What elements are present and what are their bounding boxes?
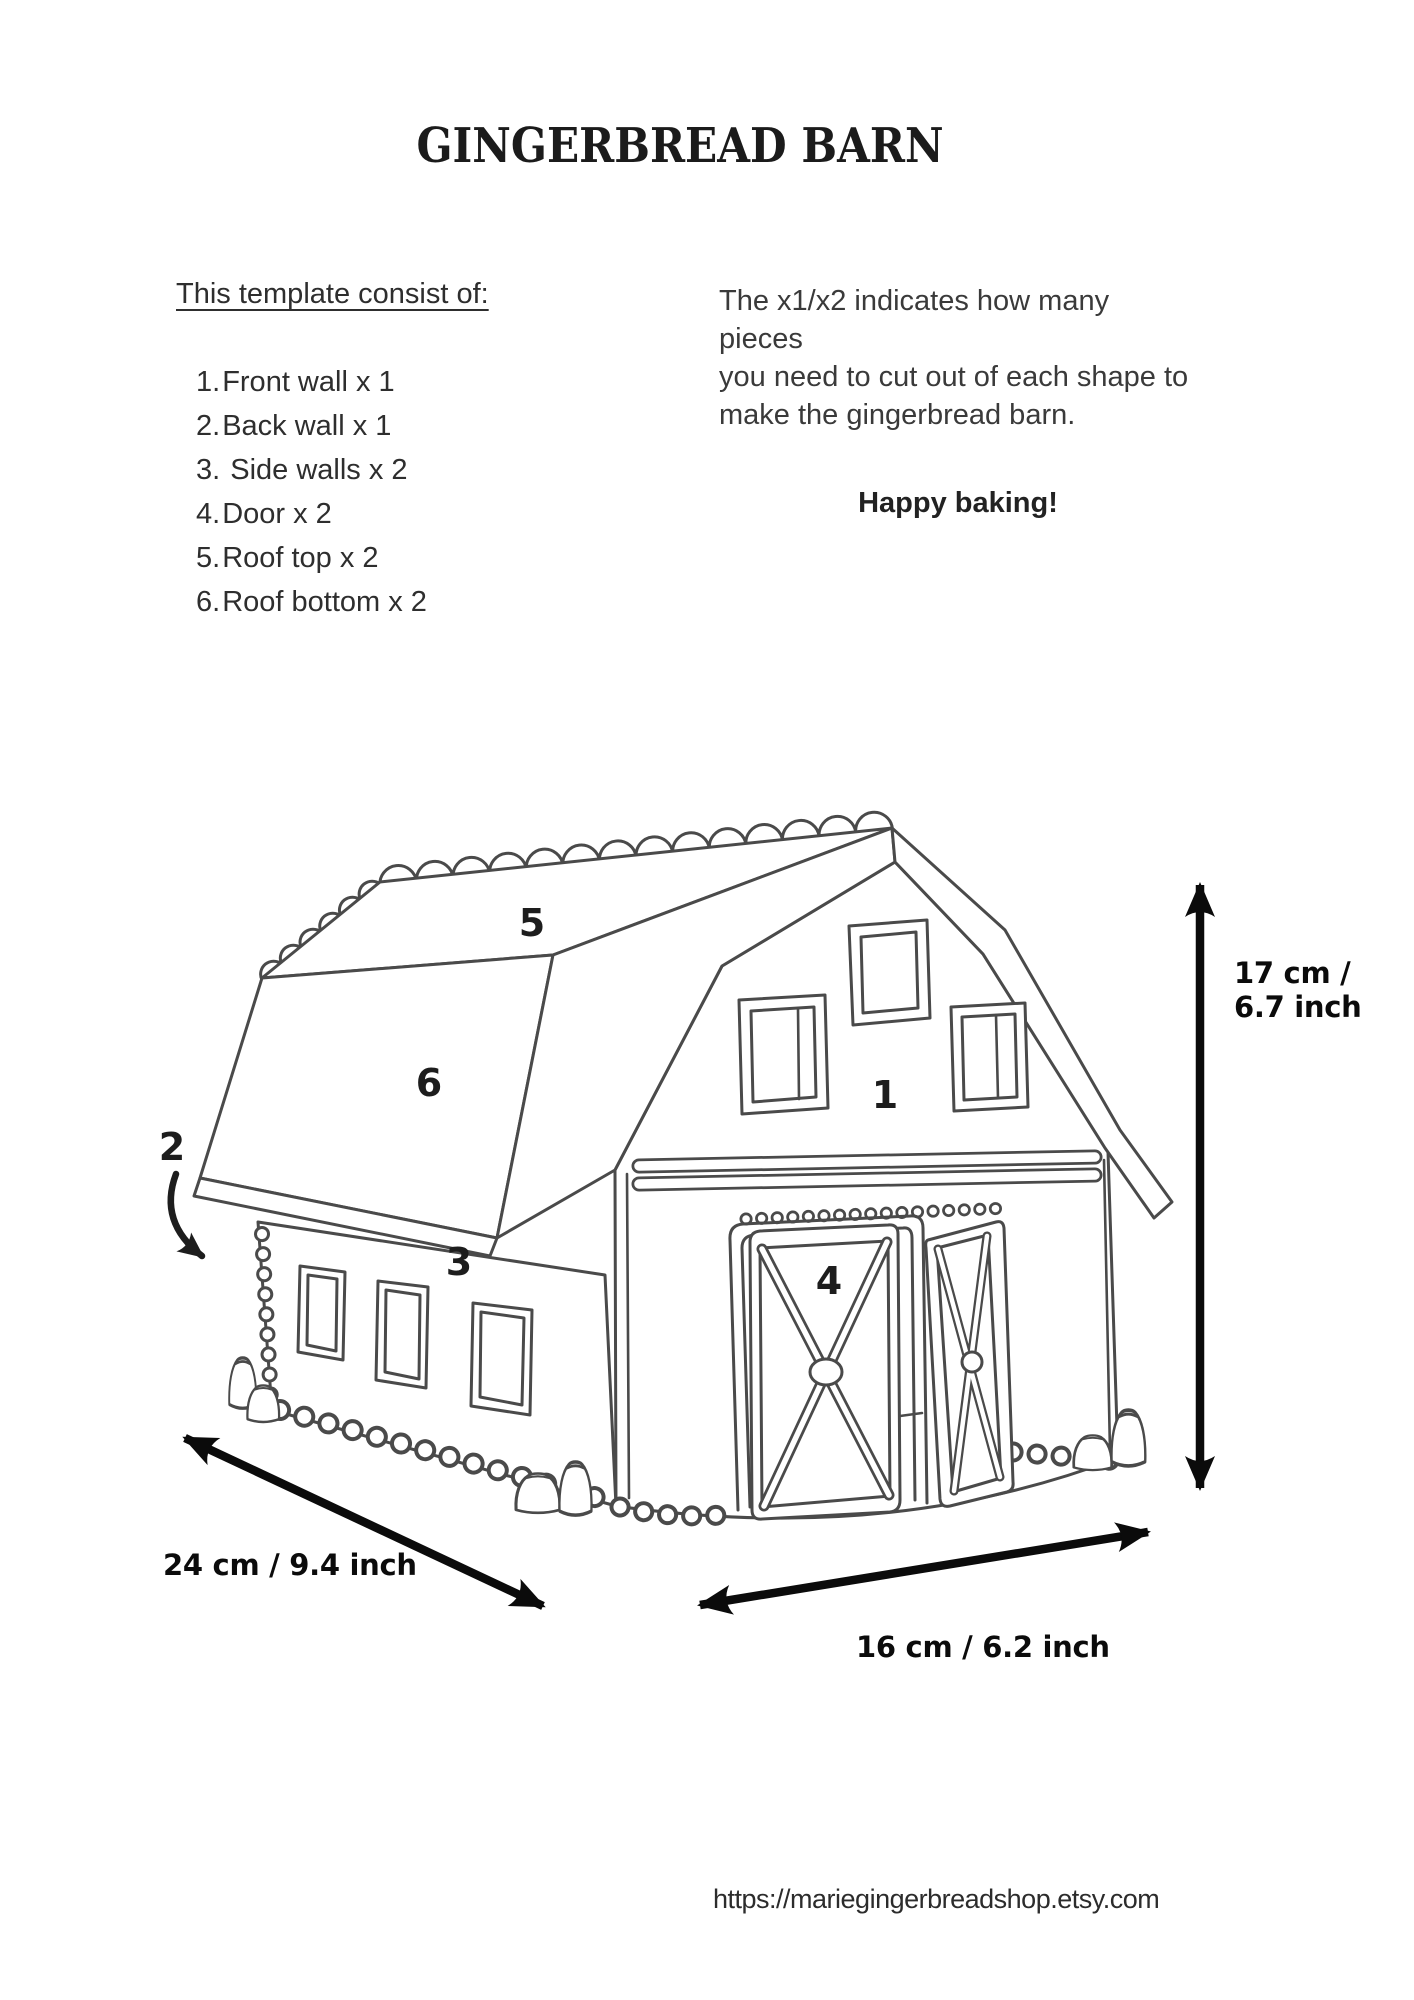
list-item xyxy=(196,360,427,404)
list-item-label: Back wall x 1 xyxy=(222,409,392,442)
front-width-arrow xyxy=(700,1532,1148,1605)
list-item-label: Roof bottom x 2 xyxy=(222,585,427,618)
list-item-label: Roof top x 2 xyxy=(222,541,379,574)
list-item xyxy=(196,536,427,580)
instructions-line: make the gingerbread barn. xyxy=(719,399,1076,431)
instructions-line: you need to cut out of each shape to xyxy=(719,361,1189,393)
part-label-door: 4 xyxy=(815,1259,843,1303)
template-list-heading: This template consist of: xyxy=(176,278,489,310)
height-label-line1: 17 cm / xyxy=(1234,956,1351,990)
list-item-number: 3. xyxy=(196,453,221,486)
part-label-front-wall: 1 xyxy=(871,1073,899,1117)
side-length-label: 24 cm / 9.4 inch xyxy=(163,1548,417,1582)
part-label-roof-bottom: 6 xyxy=(415,1061,443,1105)
shop-url: https://mariegingerbreadshop.etsy.com xyxy=(713,1884,1160,1914)
list-item-number: 5. xyxy=(196,541,221,574)
instructions-block xyxy=(719,282,1197,522)
list-item-number: 2. xyxy=(196,409,221,442)
list-item xyxy=(196,404,427,448)
list-item xyxy=(196,580,427,624)
list-item-number: 4. xyxy=(196,497,221,530)
list-item-number: 1. xyxy=(196,365,221,398)
part-label-side-wall: 3 xyxy=(445,1240,473,1284)
list-item-label: Side walls x 2 xyxy=(222,453,408,486)
page-title: GINGERBREAD BARN xyxy=(416,118,944,174)
part-label-back-wall: 2 xyxy=(158,1125,186,1169)
template-parts-list xyxy=(196,360,427,624)
instructions-line: The x1/x2 indicates how many pieces xyxy=(719,285,1110,355)
front-width-label: 16 cm / 6.2 inch xyxy=(856,1630,1110,1664)
list-item xyxy=(196,492,427,536)
list-item-number: 6. xyxy=(196,585,221,618)
part-label-roof-top: 5 xyxy=(518,901,546,945)
height-label xyxy=(1234,956,1362,1024)
height-label-line2: 6.7 inch xyxy=(1234,990,1362,1024)
list-item-label: Front wall x 1 xyxy=(222,365,395,398)
happy-baking-text: Happy baking! xyxy=(858,487,1058,519)
list-item xyxy=(196,448,427,492)
list-item-label: Door x 2 xyxy=(222,497,332,530)
